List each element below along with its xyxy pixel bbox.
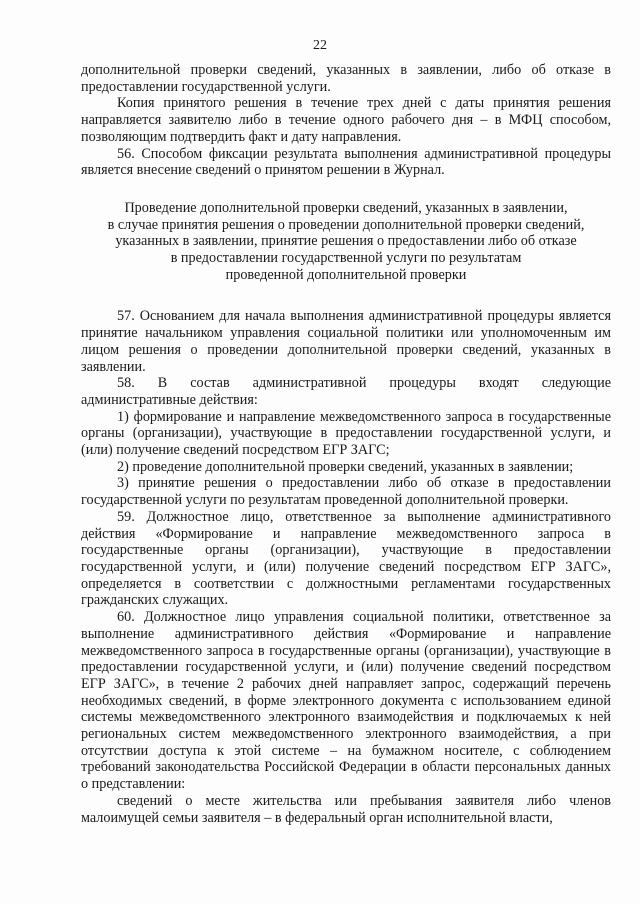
- paragraph-60: 60. Должностное лицо управления социальной политики, ответственное за выполнение административного действия «Формирование и направление межведомственного запроса в государственные органы (организации), участвующие в предоставлении государственной услуги, и (или) получение сведений посредством ЕГР ЗАГС», в течение 2 рабочих дней направляет запрос, содержащий перечень необходимых сведений, в форме электронного документа с использованием единой системы межведомственного электронного взаимодействия и подключаемых к ней региональных систем межведомственного электронного взаимодействия, а при отсутствии доступа к этой системе – на бумажном носителе, с соблюдением требований законодательства Российской Федерации в области персональных данных о представлении:: [81, 609, 611, 793]
- section-heading-line: указанных в заявлении, принятие решения о предоставлении либо об отказе: [115, 233, 577, 250]
- page-number: 22: [313, 38, 327, 53]
- paragraph-residence-info: сведений о месте жительства или пребывания заявителя либо членов малоимущей семьи заявителя – в федеральный орган исполнительной власти,: [81, 792, 611, 826]
- section-heading: [81, 200, 611, 284]
- list-item-3: 3) принятие решения о предоставлении либо об отказе в предоставлении государственной услуги по результатам проведенной дополнительной проверки.: [81, 475, 611, 509]
- paragraph-56: 56. Способом фиксации результата выполнения административной процедуры является внесение сведений о принятом решении в Журнал.: [81, 145, 611, 179]
- paragraph-continuation: дополнительной проверки сведений, указанных в заявлении, либо об отказе в предоставлении государственной услуги.: [81, 62, 611, 95]
- paragraph-59: 59. Должностное лицо, ответственное за выполнение административного действия «Формирование и направление межведомственного запроса в государственные органы (организации), участвующие в предоставлении государственной услуги, и (или) получение сведений посредством ЕГР ЗАГС», определяется в соответствии с должностными регламентами государственных гражданских служащих.: [81, 508, 611, 609]
- paragraph-58: 58. В состав административной процедуры входят следующие административные действия:: [81, 375, 611, 408]
- section-heading-line: Проведение дополнительной проверки сведений, указанных в заявлении,: [124, 199, 568, 216]
- document-body: [81, 62, 611, 826]
- paragraph-57: 57. Основанием для начала выполнения административной процедуры является принятие начальником управления социальной политики или уполномоченным им лицом решения о проведении дополнительной проверки сведений, указанных в заявлении.: [81, 308, 611, 375]
- list-item-1: 1) формирование и направление межведомственного запроса в государственные органы (организации), участвующие в предоставлении государственной услуги, и (или) получение сведений посредством ЕГР ЗАГС;: [81, 408, 611, 459]
- section-heading-line: в предоставлении государственной услуги по результатам: [170, 250, 522, 267]
- list-item-2: 2) проведение дополнительной проверки сведений, указанных в заявлении;: [117, 458, 574, 475]
- section-heading-line: проведенной дополнительной проверки: [225, 266, 467, 283]
- paragraph-decision-copy: Копия принятого решения в течение трех дней с даты принятия решения направляется заявителю либо в течение одного рабочего дня – в МФЦ способом, позволяющим подтвердить факт и дату направления.: [81, 95, 611, 145]
- section-heading-line: в случае принятия решения о проведении дополнительной проверки сведений,: [107, 216, 585, 233]
